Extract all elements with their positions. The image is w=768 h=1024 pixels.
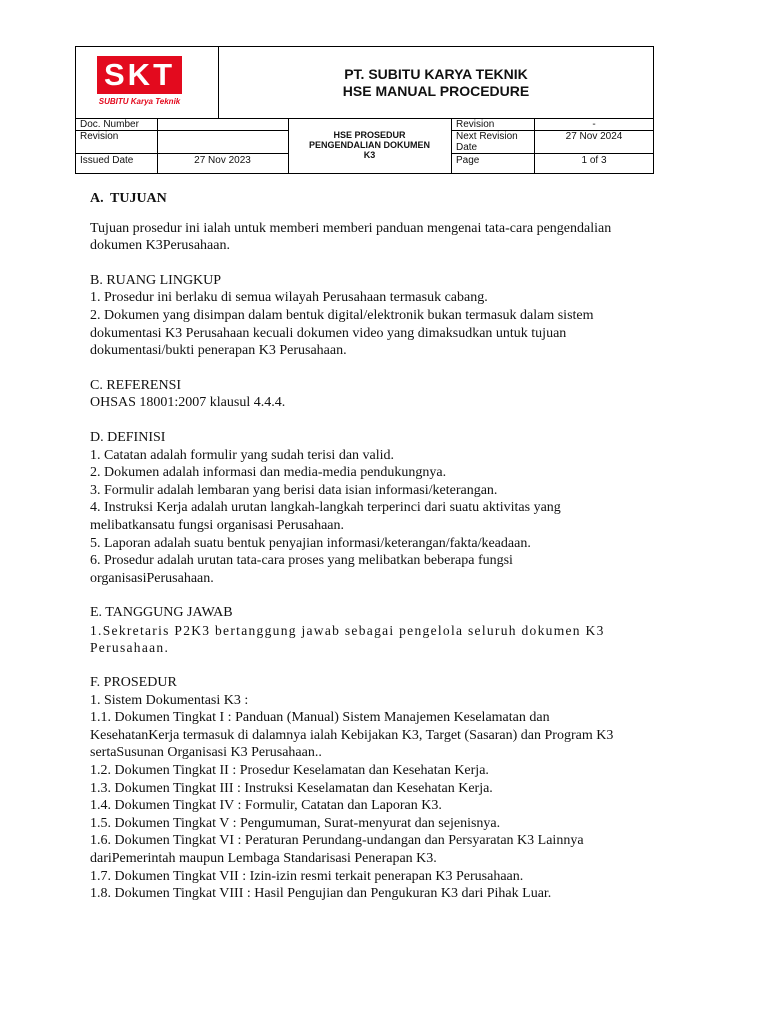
list-item: 1. Sistem Dokumentasi K3 : (90, 692, 249, 708)
revision-right-value: - (592, 119, 596, 130)
list-item: dariPemerintah maupun Lembaga Standarisasi Penerapan K3. (90, 851, 437, 866)
procedure-title-line: HSE PROSEDUR (333, 130, 406, 140)
revision-right-label: Revision (456, 119, 495, 130)
list-item: KesehatanKerja termasuk di dalamnya ialah Kebijakan K3, Target (Sasaran) dan Program K3 (90, 727, 614, 743)
list-item: organisasiPerusahaan. (90, 570, 214, 586)
list-item: sertaSusunan Organisasi K3 Perusahaan.. (90, 745, 322, 761)
document-body (90, 190, 670, 903)
issued-date-label: Issued Date (80, 155, 134, 166)
list-item: 1.2. Dokumen Tingkat II : Prosedur Keselamatan dan Kesehatan Kerja. (90, 763, 489, 779)
list-item: 5. Laporan adalah suatu bentuk penyajian informasi/keterangan/fakta/keadaan. (90, 535, 531, 551)
list-item: dokumentasi/bukti penerapan K3 Perusahaan. (90, 343, 347, 359)
next-revision-label (456, 131, 518, 153)
manual-title: HSE MANUAL PROCEDURE (342, 82, 530, 99)
logo-company-text: SUBITU Karya Teknik (98, 97, 181, 106)
company-logo (97, 56, 182, 108)
section-e-heading: E. TANGGUNG JAWAB (90, 605, 233, 621)
list-item: 1.4. Dokumen Tingkat IV : Formulir, Catatan dan Laporan K3. (90, 798, 442, 814)
list-item: 1.5. Dokumen Tingkat V : Pengumuman, Surat-menyurat dan sejenisnya. (90, 815, 501, 831)
divider (76, 153, 288, 154)
next-revision-value: 27 Nov 2024 (565, 131, 623, 142)
paragraph-line: dokumen K3Perusahaan. (90, 238, 230, 254)
list-item: 3. Formulir adalah lembaran yang berisi data isian informasi/keterangan. (90, 482, 498, 498)
logo-cell (76, 47, 219, 118)
list-item: melibatkansatu fungsi organisasi Perusahaan. (90, 517, 345, 533)
list-item: dokumentasi K3 Perusahaan kecuali dokumen video yang dimaksudkan untuk tujuan (90, 325, 567, 341)
paragraph-line: OHSAS 18001:2007 klausul 4.4.4. (90, 395, 286, 411)
procedure-title-line: PENGENDALIAN DOKUMEN (308, 140, 430, 150)
logo-red-box (97, 56, 182, 94)
list-item: 1.7. Dokumen Tingkat VII : Izin-izin resmi terkait penerapan K3 Perusahaan. (90, 868, 524, 884)
company-name: PT. SUBITU KARYA TEKNIK (344, 65, 528, 82)
list-item: 2. Dokumen adalah informasi dan media-media pendukungnya. (90, 465, 447, 481)
next-revision-label-line: Date (456, 142, 478, 153)
section-a-title: TUJUAN (110, 191, 167, 206)
list-item: 1.3. Dokumen Tingkat III : Instruksi Keselamatan dan Kesehatan Kerja. (90, 780, 493, 796)
next-revision-label-line: Next Revision (456, 131, 518, 142)
section-a-heading (90, 190, 670, 208)
page-value: 1 of 3 (581, 155, 607, 166)
list-item: 2. Dokumen yang disimpan dalam bentuk digital/elektronik bukan termasuk dalam sistem (90, 307, 594, 323)
list-item: 1.6. Dokumen Tingkat VI : Peraturan Perundang-undangan dan Persyaratan K3 Lainnya (90, 833, 584, 849)
list-item: 6. Prosedur adalah urutan tata-cara proses yang melibatkan beberapa fungsi (90, 553, 513, 569)
list-item: 1. Catatan adalah formulir yang sudah terisi dan valid. (90, 447, 395, 463)
divider (451, 118, 452, 173)
page-label: Page (456, 155, 480, 166)
section-f-heading: F. PROSEDUR (90, 675, 177, 691)
section-c-heading: C. REFERENSI (90, 377, 182, 393)
list-item: 1.1. Dokumen Tingkat I : Panduan (Manual) Sistem Manajemen Keselamatan dan (90, 710, 550, 726)
revision-label: Revision (80, 131, 119, 142)
paragraph-line: Tujuan prosedur ini ialah untuk memberi memberi panduan mengenai tata-cara pengendalian (90, 220, 612, 236)
document-header-table (75, 46, 654, 174)
issued-date-value: 27 Nov 2023 (194, 155, 251, 166)
logo-letters: SKT (104, 57, 175, 92)
list-item: 1.Sekretaris P2K3 bertanggung jawab sebagai pengelola seluruh dokumen K3 (90, 622, 605, 638)
header-title-cell (219, 47, 653, 118)
list-item: 4. Instruksi Kerja adalah urutan langkah-langkah terperinci dari suatu aktivitas yang (90, 500, 561, 516)
list-item: Perusahaan. (90, 640, 170, 656)
section-a-number: A. (90, 191, 104, 206)
divider (451, 153, 653, 154)
doc-number-label: Doc. Number (80, 119, 139, 130)
procedure-title-line: K3 (363, 150, 376, 160)
section-d-heading: D. DEFINISI (90, 429, 166, 445)
section-b-heading: B. RUANG LINGKUP (90, 272, 222, 288)
list-item: 1. Prosedur ini berlaku di semua wilayah Perusahaan termasuk cabang. (90, 290, 488, 306)
procedure-title (288, 130, 451, 160)
list-item: 1.8. Dokumen Tingkat VIII : Hasil Pengujian dan Pengukuran K3 dari Pihak Luar. (90, 886, 552, 902)
